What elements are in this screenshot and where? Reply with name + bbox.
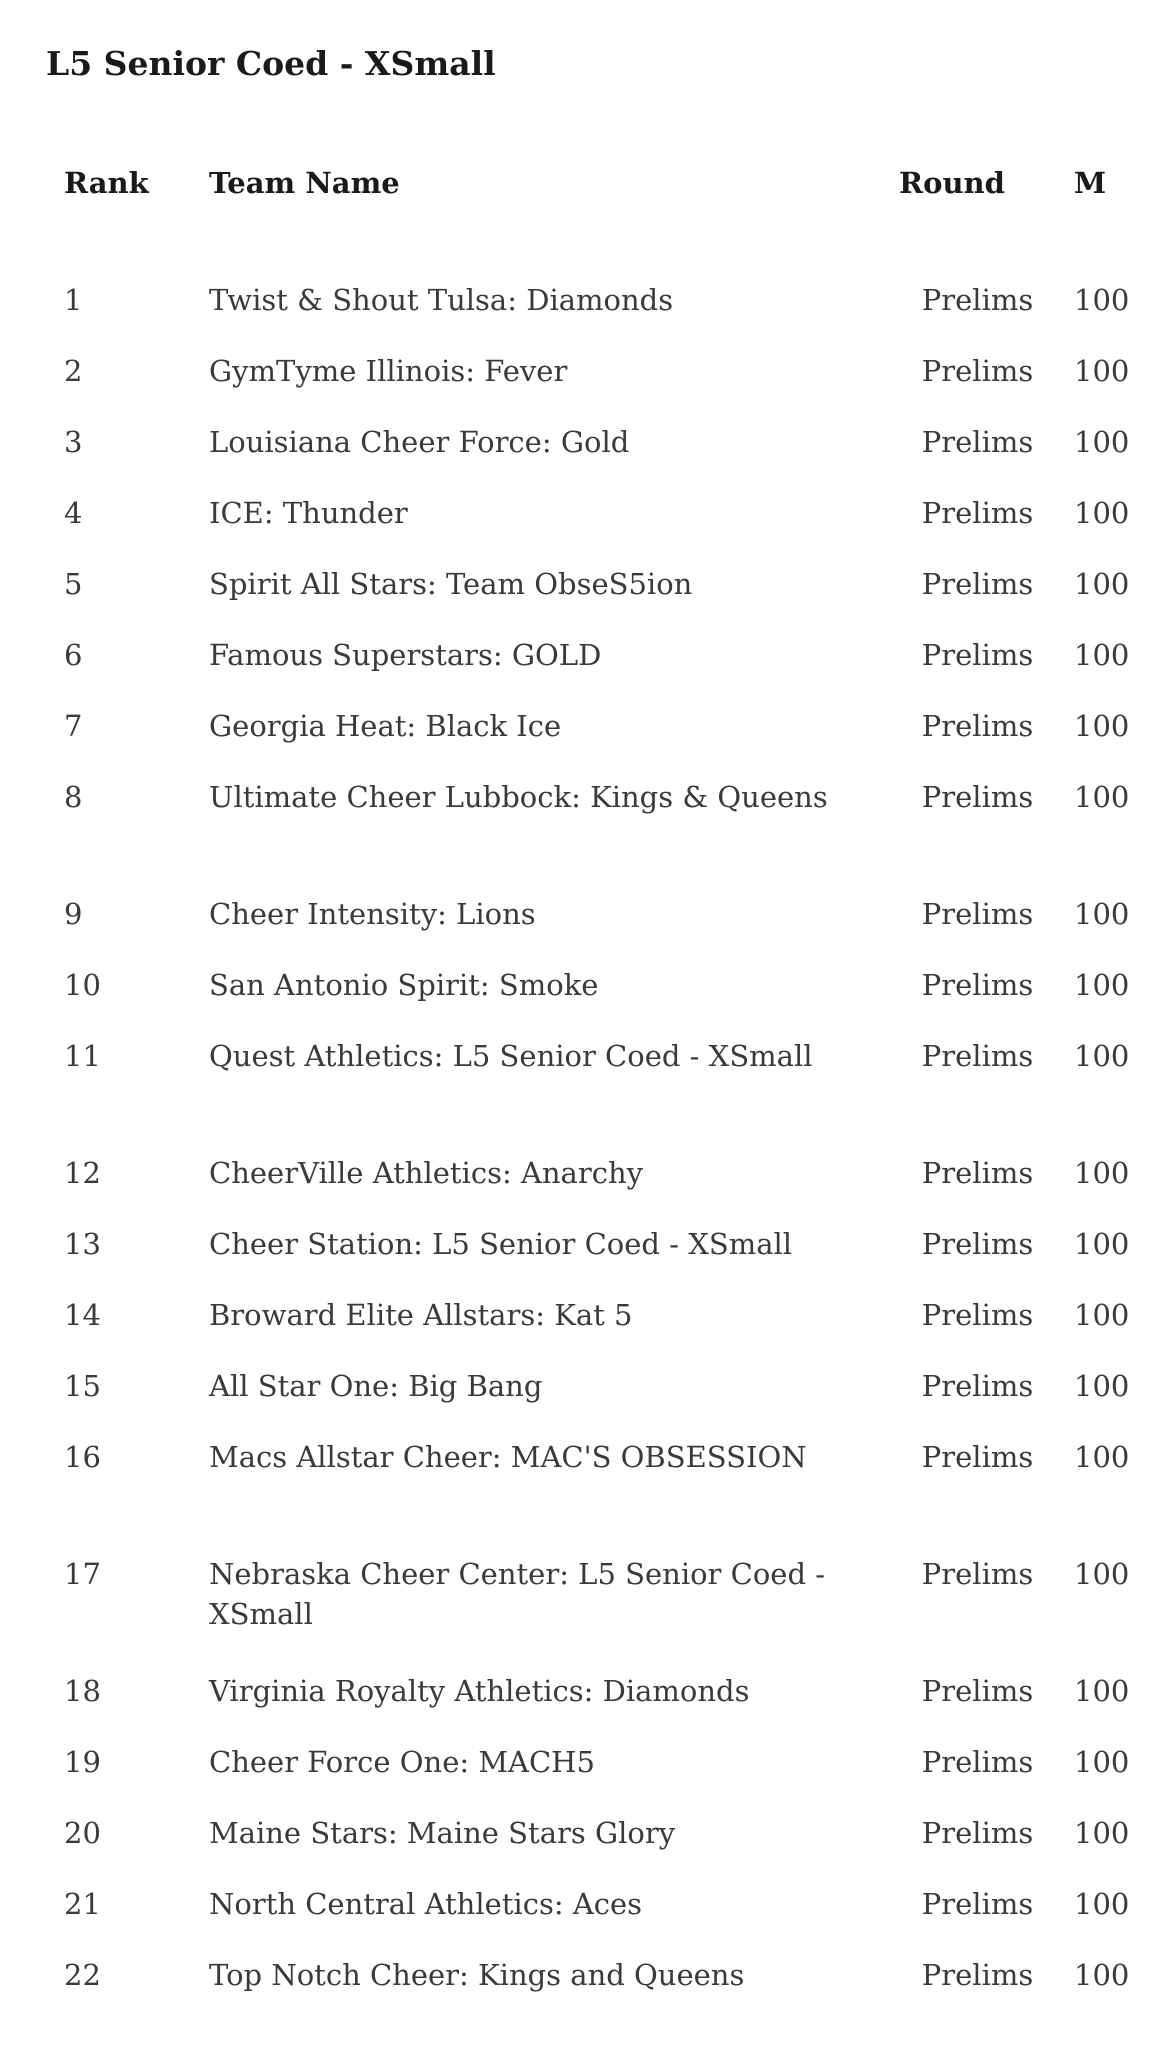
table-row bbox=[46, 1955, 1152, 2026]
table-row bbox=[46, 1813, 1152, 1884]
rank-cell: 22 bbox=[64, 1958, 101, 1992]
column-header-max: M bbox=[1074, 166, 1107, 200]
rank-cell: 12 bbox=[64, 1156, 101, 1190]
rank-cell: 9 bbox=[64, 897, 83, 931]
team-name-cell: Top Notch Cheer: Kings and Queens bbox=[209, 1958, 745, 1992]
round-cell: Prelims bbox=[921, 1958, 1034, 1992]
team-name-cell: GymTyme Illinois: Fever bbox=[209, 354, 568, 388]
round-cell: Prelims bbox=[921, 1674, 1034, 1708]
max-score-cell: 100 bbox=[1074, 1039, 1130, 1073]
max-score-cell: 100 bbox=[1074, 1156, 1130, 1190]
max-score-cell: 100 bbox=[1074, 354, 1130, 388]
table-row bbox=[46, 1295, 1152, 1366]
round-cell: Prelims bbox=[921, 1156, 1034, 1190]
max-score-cell: 100 bbox=[1074, 897, 1130, 931]
table-row bbox=[46, 1036, 1152, 1153]
max-score-cell: 100 bbox=[1074, 1816, 1130, 1850]
table-row bbox=[46, 1366, 1152, 1437]
table-row bbox=[46, 493, 1152, 564]
table-row bbox=[46, 564, 1152, 635]
team-name-cell: Nebraska Cheer Center: L5 Senior Coed - XSmall bbox=[209, 1557, 826, 1631]
table-spacer bbox=[46, 240, 1152, 280]
max-score-cell: 100 bbox=[1074, 968, 1130, 1002]
round-cell: Prelims bbox=[921, 425, 1034, 459]
team-name-cell: Cheer Station: L5 Senior Coed - XSmall bbox=[209, 1227, 793, 1261]
round-cell: Prelims bbox=[921, 496, 1034, 530]
rank-cell: 13 bbox=[64, 1227, 101, 1261]
max-score-cell: 100 bbox=[1074, 638, 1130, 672]
round-cell: Prelims bbox=[921, 1039, 1034, 1073]
round-cell: Prelims bbox=[921, 283, 1034, 317]
table-row bbox=[46, 1742, 1152, 1813]
table-row bbox=[46, 422, 1152, 493]
rank-cell: 14 bbox=[64, 1298, 101, 1332]
round-cell: Prelims bbox=[921, 968, 1034, 1002]
team-name-cell: San Antonio Spirit: Smoke bbox=[209, 968, 599, 1002]
max-score-cell: 100 bbox=[1074, 1674, 1130, 1708]
max-score-cell: 100 bbox=[1074, 1369, 1130, 1403]
results-table bbox=[46, 150, 1152, 2026]
rank-cell: 2 bbox=[64, 354, 83, 388]
team-name-cell: Maine Stars: Maine Stars Glory bbox=[209, 1816, 676, 1850]
table-row bbox=[46, 894, 1152, 965]
rank-cell: 19 bbox=[64, 1745, 101, 1779]
rank-cell: 8 bbox=[64, 780, 83, 814]
table-row bbox=[46, 351, 1152, 422]
round-cell: Prelims bbox=[921, 1369, 1034, 1403]
rank-cell: 15 bbox=[64, 1369, 101, 1403]
rank-cell: 3 bbox=[64, 425, 83, 459]
table-row bbox=[46, 280, 1152, 351]
max-score-cell: 100 bbox=[1074, 709, 1130, 743]
round-cell: Prelims bbox=[921, 897, 1034, 931]
team-name-cell: Cheer Intensity: Lions bbox=[209, 897, 536, 931]
column-header-round: Round bbox=[899, 166, 1005, 200]
rank-cell: 6 bbox=[64, 638, 83, 672]
table-row bbox=[46, 965, 1152, 1036]
max-score-cell: 100 bbox=[1074, 1887, 1130, 1921]
rank-cell: 10 bbox=[64, 968, 101, 1002]
team-name-cell: Ultimate Cheer Lubbock: Kings & Queens bbox=[209, 780, 828, 814]
rank-cell: 7 bbox=[64, 709, 83, 743]
column-header-team-name: Team Name bbox=[209, 166, 400, 200]
max-score-cell: 100 bbox=[1074, 425, 1130, 459]
team-name-cell: Louisiana Cheer Force: Gold bbox=[209, 425, 630, 459]
rank-cell: 1 bbox=[64, 283, 83, 317]
round-cell: Prelims bbox=[921, 1298, 1034, 1332]
rank-cell: 18 bbox=[64, 1674, 101, 1708]
team-name-cell: Macs Allstar Cheer: MAC'S OBSESSION bbox=[209, 1440, 807, 1474]
max-score-cell: 100 bbox=[1074, 283, 1130, 317]
max-score-cell: 100 bbox=[1074, 1557, 1130, 1591]
table-row bbox=[46, 1884, 1152, 1955]
round-cell: Prelims bbox=[921, 638, 1034, 672]
max-score-cell: 100 bbox=[1074, 496, 1130, 530]
max-score-cell: 100 bbox=[1074, 1227, 1130, 1261]
team-name-cell: CheerVille Athletics: Anarchy bbox=[209, 1156, 644, 1190]
table-row bbox=[46, 1153, 1152, 1224]
team-name-cell: Virginia Royalty Athletics: Diamonds bbox=[209, 1674, 750, 1708]
team-name-cell: Spirit All Stars: Team ObseS5ion bbox=[209, 567, 693, 601]
rank-cell: 4 bbox=[64, 496, 83, 530]
team-name-cell: Georgia Heat: Black Ice bbox=[209, 709, 562, 743]
max-score-cell: 100 bbox=[1074, 567, 1130, 601]
rank-cell: 20 bbox=[64, 1816, 101, 1850]
round-cell: Prelims bbox=[921, 1440, 1034, 1474]
division-title: L5 Senior Coed - XSmall bbox=[46, 44, 496, 83]
team-name-cell: ICE: Thunder bbox=[209, 496, 408, 530]
rank-cell: 11 bbox=[64, 1039, 101, 1073]
table-row bbox=[46, 635, 1152, 706]
team-name-cell: Famous Superstars: GOLD bbox=[209, 638, 602, 672]
team-name-cell: Quest Athletics: L5 Senior Coed - XSmall bbox=[209, 1039, 813, 1073]
team-name-cell: Cheer Force One: MACH5 bbox=[209, 1745, 595, 1779]
team-name-cell: Broward Elite Allstars: Kat 5 bbox=[209, 1298, 633, 1332]
table-row bbox=[46, 1437, 1152, 1554]
table-header-row bbox=[46, 150, 1152, 240]
rank-cell: 21 bbox=[64, 1887, 101, 1921]
rank-cell: 17 bbox=[64, 1557, 101, 1591]
table-row bbox=[46, 777, 1152, 894]
round-cell: Prelims bbox=[921, 1887, 1034, 1921]
max-score-cell: 100 bbox=[1074, 1298, 1130, 1332]
team-name-cell: North Central Athletics: Aces bbox=[209, 1887, 643, 1921]
table-row bbox=[46, 1554, 1152, 1671]
round-cell: Prelims bbox=[921, 709, 1034, 743]
column-header-rank: Rank bbox=[64, 166, 149, 200]
round-cell: Prelims bbox=[921, 1745, 1034, 1779]
max-score-cell: 100 bbox=[1074, 1440, 1130, 1474]
table-body bbox=[46, 240, 1152, 2026]
max-score-cell: 100 bbox=[1074, 1958, 1130, 1992]
max-score-cell: 100 bbox=[1074, 780, 1130, 814]
round-cell: Prelims bbox=[921, 1227, 1034, 1261]
team-name-cell: All Star One: Big Bang bbox=[209, 1369, 543, 1403]
round-cell: Prelims bbox=[921, 354, 1034, 388]
round-cell: Prelims bbox=[921, 567, 1034, 601]
round-cell: Prelims bbox=[921, 1816, 1034, 1850]
round-cell: Prelims bbox=[921, 780, 1034, 814]
table-row bbox=[46, 706, 1152, 777]
rank-cell: 5 bbox=[64, 567, 83, 601]
max-score-cell: 100 bbox=[1074, 1745, 1130, 1779]
table-row bbox=[46, 1224, 1152, 1295]
round-cell: Prelims bbox=[921, 1557, 1034, 1591]
table-row bbox=[46, 1671, 1152, 1742]
rank-cell: 16 bbox=[64, 1440, 101, 1474]
team-name-cell: Twist & Shout Tulsa: Diamonds bbox=[209, 283, 674, 317]
